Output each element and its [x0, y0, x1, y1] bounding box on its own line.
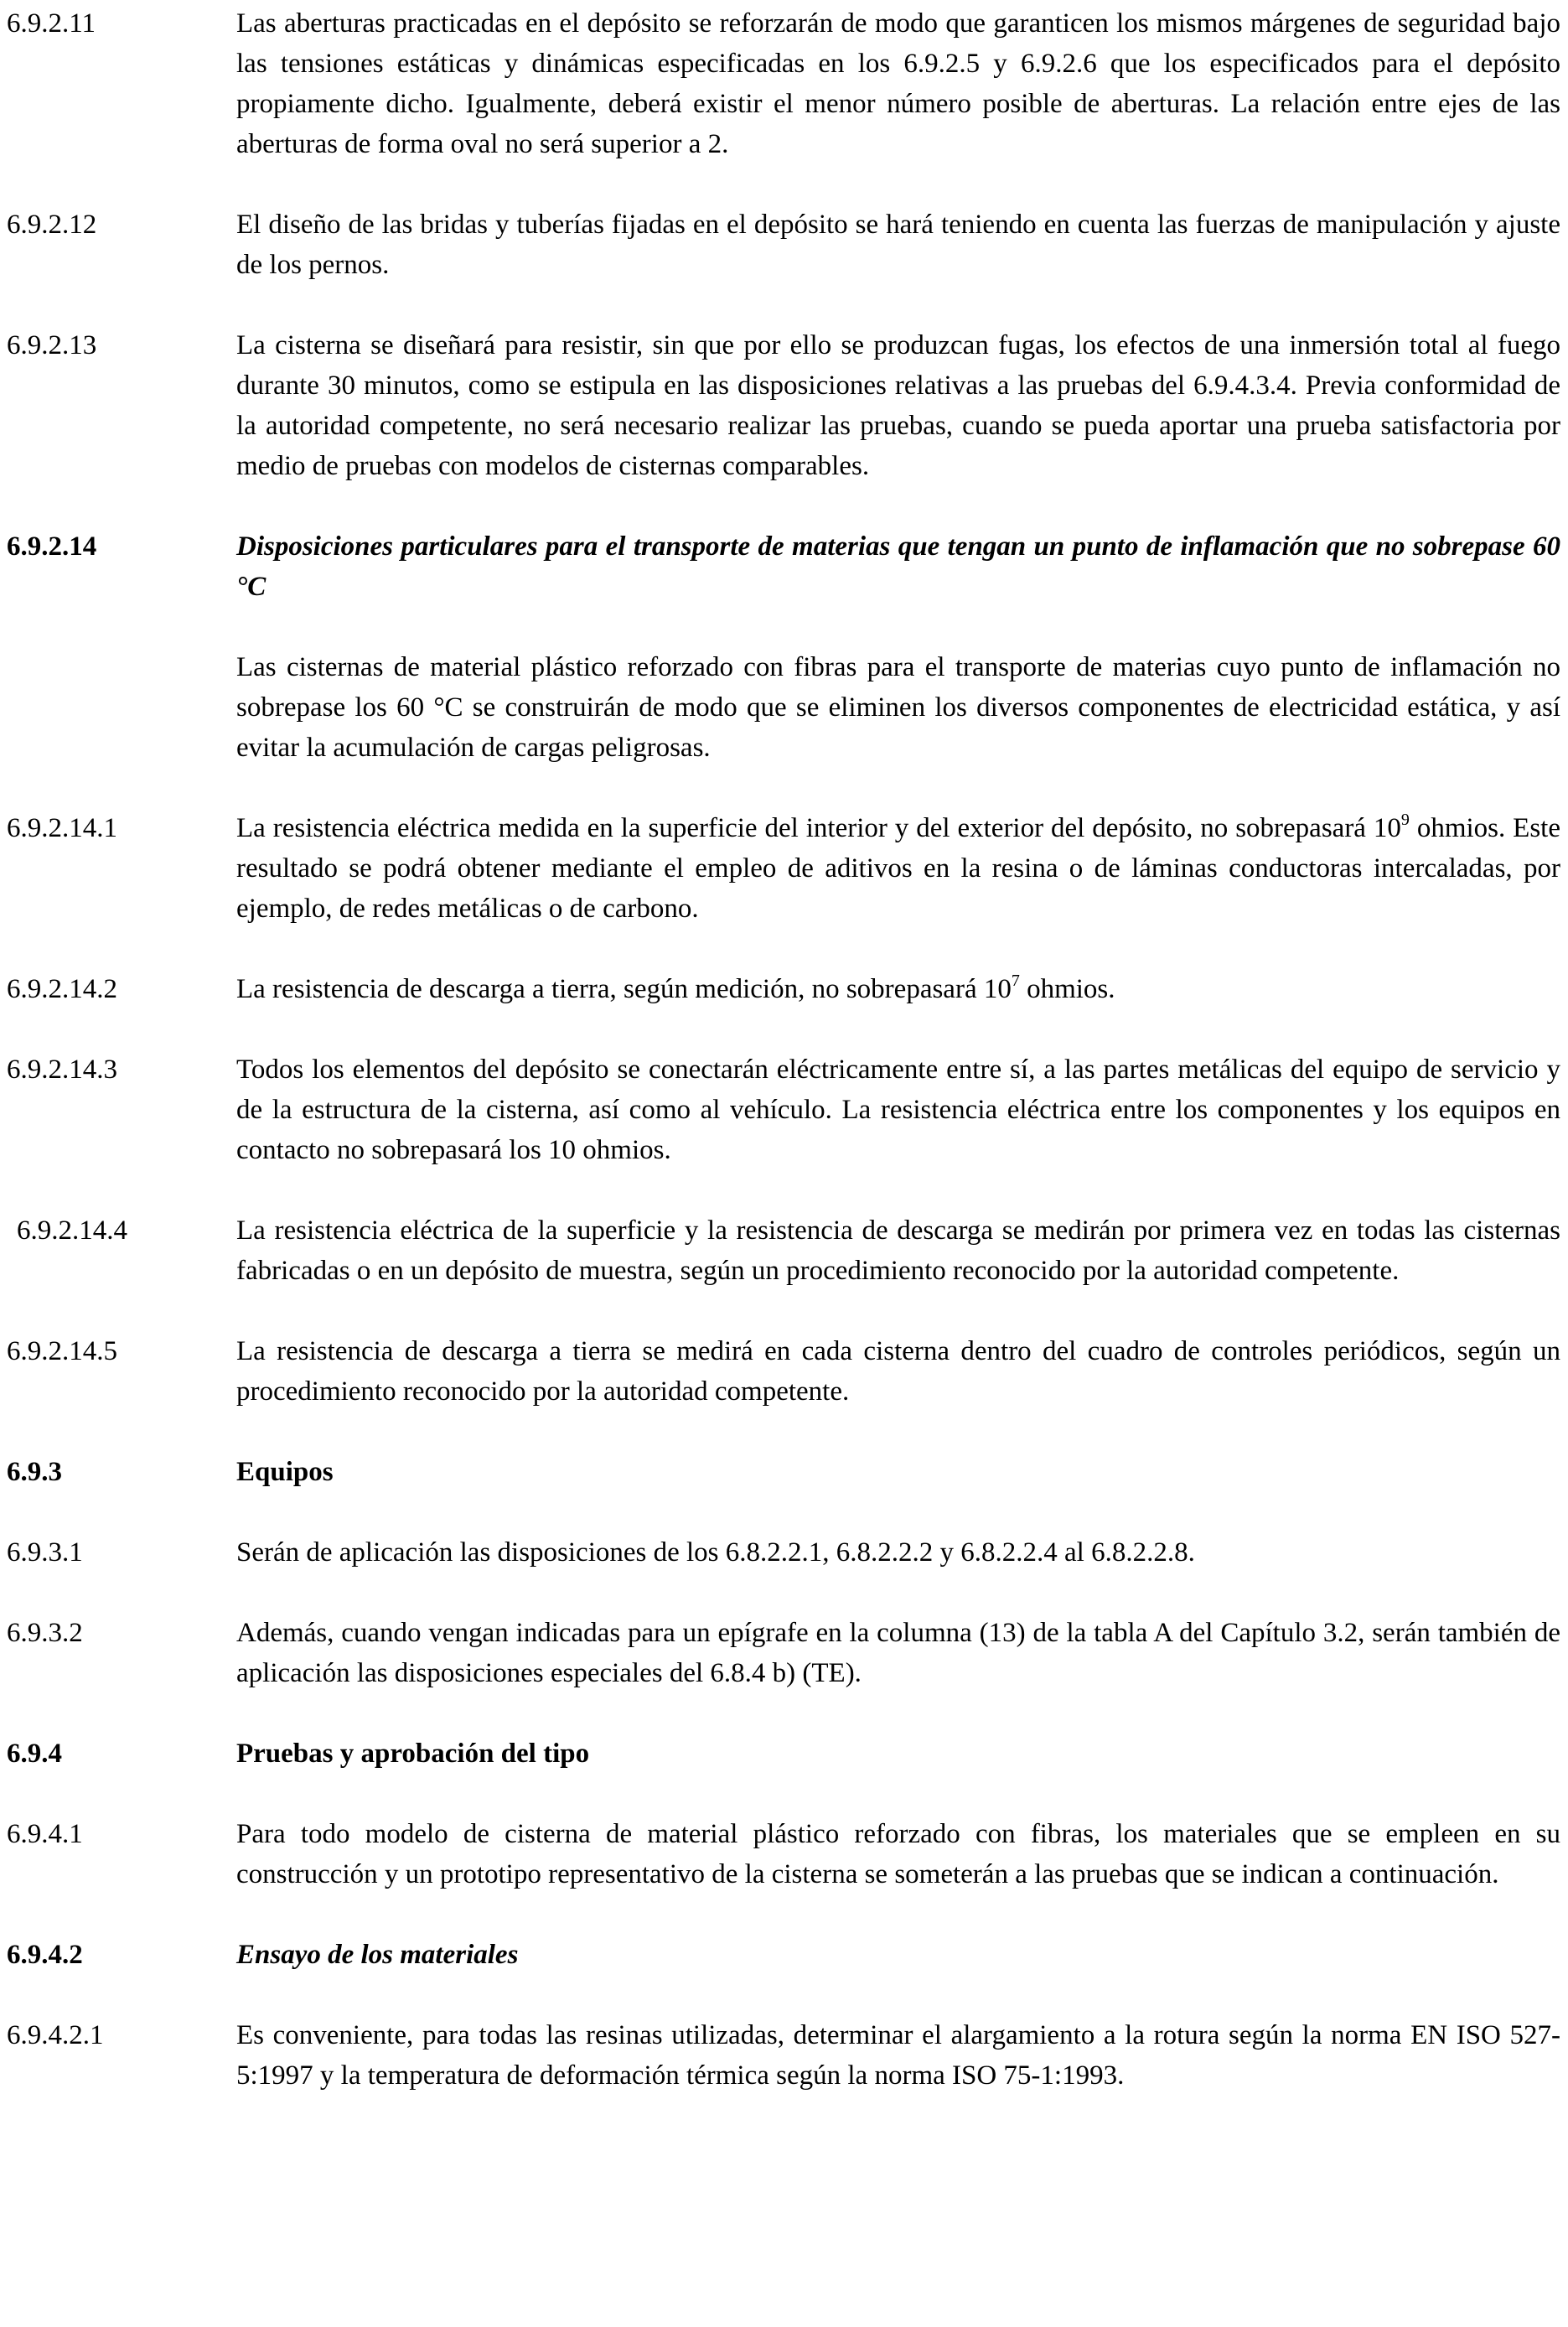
section-number: 6.9.2.12 — [7, 210, 97, 240]
section-body — [236, 2015, 1560, 2096]
section-6-9-2-14-1 — [7, 808, 1568, 929]
paragraph-text: ohmios. — [1019, 974, 1115, 1004]
section-number: 6.9.4.2 — [7, 1940, 83, 1970]
paragraph: La cisterna se diseñará para resistir, sin que por ello se produzcan fugas, los efectos de una inmersión total al fuego durante 30 minutos, como se estipula en las disposiciones relativas a las pruebas del 6.9.4.3.4. Previa conformidad de la autoridad competente, no será necesario realizar las pruebas, cuando se pueda aportar una prueba satisfactoria por medio de pruebas con modelos de cisternas comparables. — [236, 330, 1560, 481]
section-6-9-3 — [7, 1452, 1568, 1492]
section-number: 6.9.4.2.1 — [7, 2020, 104, 2050]
section-6-9-2-13 — [7, 325, 1568, 486]
section-number: 6.9.2.11 — [7, 8, 96, 39]
section-body — [236, 1049, 1560, 1170]
paragraph: Para todo modelo de cisterna de material plástico reforzado con fibras, los materiales que se empleen en su construcción y un prototipo representativo de la cisterna se someterán a las pruebas que se indican a continuación. — [236, 1819, 1560, 1889]
section-number: 6.9.3.1 — [7, 1537, 83, 1568]
section-body — [236, 1814, 1560, 1894]
section-number: 6.9.4 — [7, 1739, 62, 1769]
paragraph-text: ohmios. Este resultado se podrá obtener mediante el empleo de aditivos en la resina o de láminas conductoras intercaladas, por ejemplo, de redes metálicas o de carbono. — [236, 813, 1560, 924]
paragraph: Las aberturas practicadas en el depósito se reforzarán de modo que garanticen los mismos márgenes de seguridad bajo las tensiones estáticas y dinámicas especificadas en los 6.9.2.5 y 6.9.2.6 que los especificados para el depósito propiamente dicho. Igualmente, deberá existir el menor número posible de aberturas. La relación entre ejes de las aberturas de forma oval no será superior a 2. — [236, 8, 1560, 159]
paragraph: Todos los elementos del depósito se conectarán eléctricamente entre sí, a las partes metálicas del equipo de servicio y de la estructura de la cisterna, así como al vehículo. La resistencia eléctrica entre los componentes y los equipos en contacto no sobrepasará los 10 ohmios. — [236, 1055, 1560, 1165]
paragraph — [236, 969, 1560, 1009]
section-body — [236, 969, 1560, 1009]
section-number: 6.9.2.14.2 — [7, 974, 117, 1004]
section-6-9-2-14-5 — [7, 1331, 1568, 1412]
section-6-9-4-2 — [7, 1935, 1568, 1975]
section-body — [236, 1210, 1560, 1291]
section-6-9-2-11 — [7, 3, 1568, 164]
section-number: 6.9.2.14 — [7, 531, 97, 562]
paragraph: El diseño de las bridas y tuberías fijadas en el depósito se hará teniendo en cuenta las fuerzas de manipulación y ajuste de los pernos. — [236, 210, 1560, 280]
section-6-9-2-14-4 — [7, 1210, 1568, 1291]
section-heading: Ensayo de los materiales — [236, 1940, 519, 1970]
section-6-9-2-12 — [7, 205, 1568, 285]
paragraph: Es conveniente, para todas las resinas utilizadas, determinar el alargamiento a la rotura según la norma EN ISO 527-5:1997 y la temperatura de deformación térmica según la norma ISO 75-1:1993. — [236, 2020, 1560, 2091]
section-6-9-4 — [7, 1734, 1568, 1774]
section-body — [236, 205, 1560, 285]
section-body — [236, 1331, 1560, 1412]
section-6-9-2-14-3 — [7, 1049, 1568, 1170]
section-6-9-3-1 — [7, 1532, 1568, 1573]
paragraph: Serán de aplicación las disposiciones de los 6.8.2.2.1, 6.8.2.2.2 y 6.8.2.2.4 al 6.8.2.2.8. — [236, 1537, 1195, 1568]
section-number: 6.9.2.14.3 — [7, 1055, 117, 1085]
section-6-9-4-2-1 — [7, 2015, 1568, 2096]
section-number: 6.9.2.14.4 — [17, 1215, 127, 1246]
section-number: 6.9.2.14.1 — [7, 813, 117, 843]
section-body — [236, 1532, 1560, 1573]
section-body — [236, 3, 1560, 164]
section-body — [236, 808, 1560, 929]
section-6-9-4-1 — [7, 1814, 1568, 1894]
paragraph: Además, cuando vengan indicadas para un epígrafe en la columna (13) de la tabla A del Capítulo 3.2, serán también de aplicación las disposiciones especiales del 6.8.4 b) (TE). — [236, 1618, 1560, 1688]
paragraph: La resistencia eléctrica de la superficie y la resistencia de descarga se medirán por primera vez en todas las cisternas fabricadas o en un depósito de muestra, según un procedimiento reconocido por la autoridad competente. — [236, 1215, 1560, 1286]
section-title: Equipos — [236, 1457, 334, 1487]
paragraph — [236, 808, 1560, 929]
section-6-9-2-14-2 — [7, 969, 1568, 1009]
section-heading: Disposiciones particulares para el transporte de materias que tengan un punto de inflamación que no sobrepase 60 °C — [236, 531, 1560, 602]
paragraph: La resistencia de descarga a tierra se medirá en cada cisterna dentro del cuadro de controles periódicos, según un procedimiento reconocido por la autoridad competente. — [236, 1336, 1560, 1407]
section-6-9-3-2 — [7, 1613, 1568, 1693]
section-body — [236, 526, 1560, 768]
section-number: 6.9.2.14.5 — [7, 1336, 117, 1366]
paragraph: Las cisternas de material plástico reforzado con fibras para el transporte de materias cuyo punto de inflamación no sobrepase los 60 °C se construirán de modo que se eliminen los diversos componentes de electricidad estática, y así evitar la acumulación de cargas peligrosas. — [236, 652, 1560, 763]
section-number: 6.9.3.2 — [7, 1618, 83, 1648]
section-body — [236, 325, 1560, 486]
section-6-9-2-14 — [7, 526, 1568, 768]
section-title: Pruebas y aprobación del tipo — [236, 1739, 590, 1769]
exponent: 9 — [1400, 811, 1410, 829]
paragraph-text: La resistencia eléctrica medida en la superficie del interior y del exterior del depósito, no sobrepasará 10 — [236, 813, 1401, 843]
paragraph-text: La resistencia de descarga a tierra, según medición, no sobrepasará 10 — [236, 974, 1012, 1004]
exponent: 7 — [1011, 972, 1020, 990]
section-body — [236, 1613, 1560, 1693]
section-number: 6.9.3 — [7, 1457, 62, 1487]
section-number: 6.9.4.1 — [7, 1819, 83, 1849]
section-number: 6.9.2.13 — [7, 330, 97, 360]
